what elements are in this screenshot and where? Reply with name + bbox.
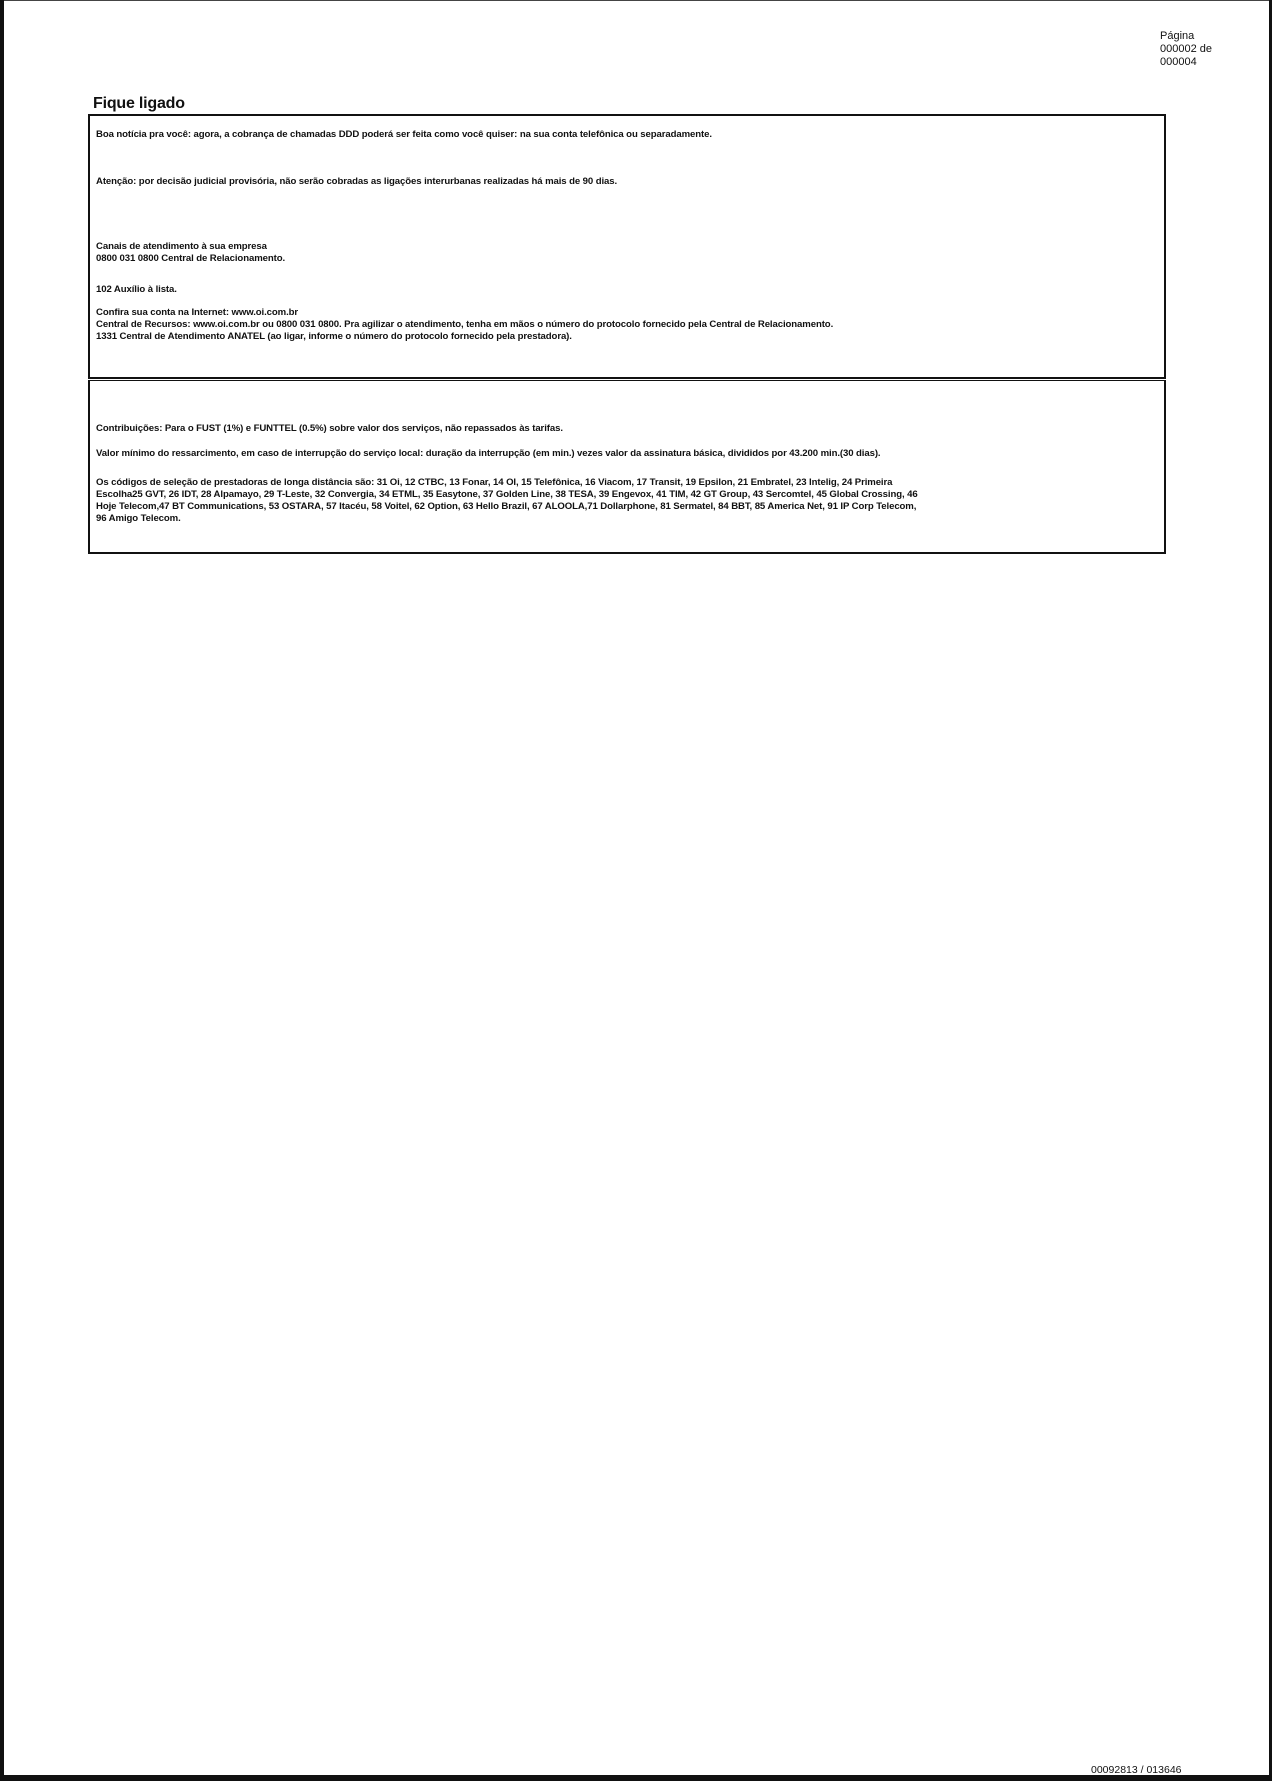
document-id: 00092813 / 013646 [1091, 1764, 1182, 1776]
codigos-line-1: Os códigos de seleção de prestadoras de longa distância são: 31 Oi, 12 CTBC, 13 Fonar, 14 OI, 15 Telefônica, 16 Viacom, 17 Transit, 19 Epsilon, 21 Embratel, 23 Intelig, 24 Primeira [96, 477, 893, 488]
valor-minimo-text: Valor mínimo do ressarcimento, em caso de interrupção do serviço local: duração da interrupção (em min.) vezes valor da assinatura básica, divididos por 43.200 min.(30 dias). [96, 448, 881, 459]
page-label: Página [1160, 30, 1195, 42]
page-total: 000004 [1160, 56, 1197, 68]
codigos-line-3: Hoje Telecom,47 BT Communications, 53 OSTARA, 57 Itacéu, 58 Voitel, 62 Option, 63 Hello Brazil, 67 ALOOLA,71 Dollarphone, 81 Sermatel, 84 BBT, 85 America Net, 91 IP Corp Telecom, [96, 501, 917, 512]
anatel-text: 1331 Central de Atendimento ANATEL (ao ligar, informe o número do protocolo fornecido pela prestadora). [96, 331, 572, 342]
info-box-contact [88, 114, 1166, 379]
page-number [1160, 30, 1212, 69]
info-box-tariffs [88, 380, 1166, 554]
codigos-line-4: 96 Amigo Telecom. [96, 513, 181, 524]
canais-phone: 0800 031 0800 Central de Relacionamento. [96, 253, 286, 264]
atencao-text: Atenção: por decisão judicial provisória, não serão cobradas as ligações interurbanas realizadas há mais de 90 dias. [96, 176, 618, 187]
section-title: Fique ligado [93, 95, 185, 112]
page-current: 000002 de [1160, 43, 1212, 55]
auxilio-text: 102 Auxílio à lista. [96, 284, 177, 295]
confira-text: Confira sua conta na Internet: www.oi.com.br [96, 307, 299, 318]
central-recursos-text: Central de Recursos: www.oi.com.br ou 0800 031 0800. Pra agilizar o atendimento, tenha em mãos o número do protocolo fornecido pela Central de Relacionamento. [96, 319, 834, 330]
boa-noticia-text: Boa notícia pra você: agora, a cobrança de chamadas DDD poderá ser feita como você quiser: na sua conta telefônica ou separadamente. [96, 129, 712, 140]
scan-edge-bottom [0, 1775, 1272, 1781]
scan-edge-left [0, 0, 4, 1781]
contribuicoes-text: Contribuições: Para o FUST (1%) e FUNTTEL (0.5%) sobre valor dos serviços, não repassados às tarifas. [96, 423, 563, 434]
codigos-line-2: Escolha25 GVT, 26 IDT, 28 Alpamayo, 29 T-Leste, 32 Convergia, 34 ETML, 35 Easytone, 37 Golden Line, 38 TESA, 39 Engevox, 41 TIM, 42 GT Group, 43 Sercomtel, 45 Global Crossing, 46 [96, 489, 918, 500]
canais-title: Canais de atendimento à sua empresa [96, 241, 267, 252]
scan-edge-top [0, 0, 1272, 1]
